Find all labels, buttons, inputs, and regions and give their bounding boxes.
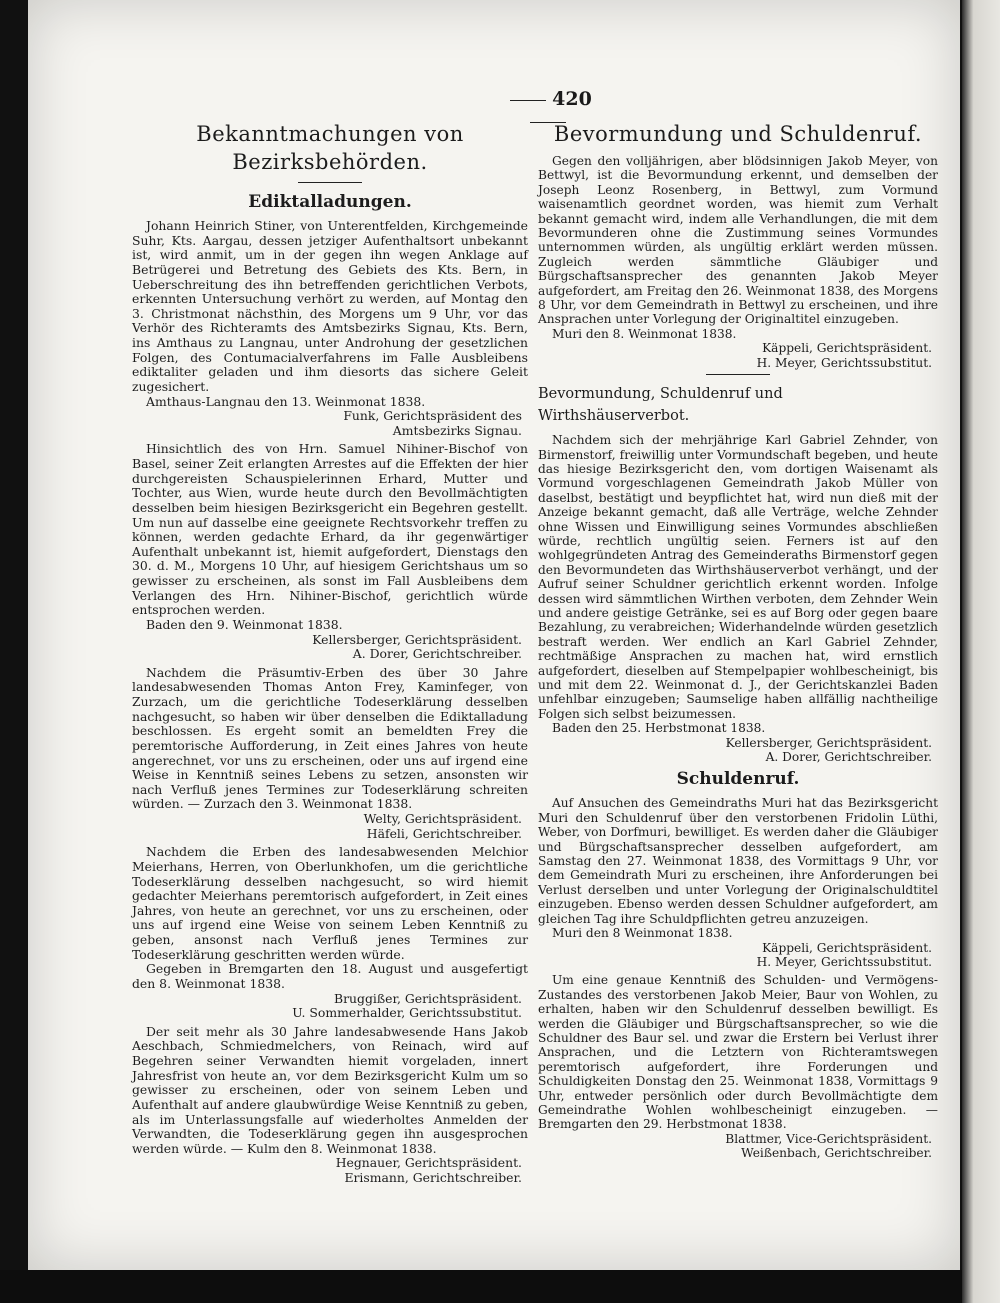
notice-text: Nachdem sich der mehrjährige Karl Gabriel Zehnder, von Birmenstorf, freiwillig unter Vormundschaft begeben, und heute das hiesige Bezirksgericht den, vom dortigen Waisenamt als Vormund vorgeschlagenen Gemeindrath Jakob Müller von daselbst, bestätigt und beypflichtet hat, wird nun dieß mit der Anzeige bekannt gemacht, daß alle Verträge, welche Zehnder ohne Wissen und Einwilligung seines Vormundes abschließen würde, rechtlich ungültig seien. Ferners ist auf den wohlgegründeten Antrag des Gemeinderaths Birmenstorf gegen den Bevormundeten das Wirthshäuserverbot verhängt, und der Aufruf seiner Schuldner gerichtlich erkennt worden. Infolge dessen wird sämmtlichen Wirthen verboten, dem Zehnder Wein und andere geistige Getränke, sei es auf Borg oder gegen baare Bezahlung, zu verabreichen; Widerhandelnde würden gesetzlich bestraft werden. Wer endlich an Karl Gabriel Zehnder, rechtmäßige Ansprachen zu machen hat, wird ernstlich aufgefordert, dieselben auf Stempelpapier wohlbescheinigt, bis und mit dem 22. Weinmonat d. J., der Gerichtskanzlei Baden unfehlbar einzugeben; Saumselige haben allfällig nachtheilige Folgen sich selbst beizumessen. <box>538 433 938 721</box>
notice-signature: Funk, Gerichtspräsident des <box>343 408 522 424</box>
right-column <box>538 120 938 1165</box>
section-heading-wirthshaeuserverbot: Bevormundung, Schuldenruf und Wirthshäuserverbot. <box>538 386 783 425</box>
notice-signature: A. Dorer, Gerichtschreiber. <box>352 646 522 662</box>
notice-signature: Häfeli, Gerichtschreiber. <box>366 825 522 841</box>
notice-dateline: Muri den 8. Weinmonat 1838. <box>552 326 737 341</box>
right-notices-wirthshaeuserverbot <box>538 433 938 764</box>
notice <box>538 154 938 370</box>
notice-signature: Weißenbach, Gerichtschreiber. <box>741 1146 932 1161</box>
right-column-title: Bevormundung und Schuldenruf. <box>553 122 923 146</box>
notice-signature: Erismann, Gerichtschreiber. <box>344 1170 522 1185</box>
notice-text: Um eine genaue Kenntniß des Schulden- und Vermögens-Zustandes des verstorbenen Jakob Meier, Baur von Wohlen, zu erhalten, haben wir den Schuldenruf desselben bewilligt. Es werden die Gläubiger und Bürgschaftsansprecher, so wie die Schuldner des Baur sel. und zwar die Erstern bei Verlust ihrer Ansprachen, und die Letztern von Richteramtswegen peremtorisch aufgefordert, ihre Forderungen und Schuldigkeiten Donstag den 25. Weinmonat 1838, Vormittags 9 Uhr, entweder persönlich oder durch Bevollmächtigte dem Gemeindrathe Wohlen wohlbescheinigt einzugeben. — Bremgarten den 29. Herbstmonat 1838. <box>538 973 938 1132</box>
notice <box>132 845 528 1021</box>
notice-signature: A. Dorer, Gerichtschreiber. <box>765 750 932 765</box>
notice <box>132 666 528 842</box>
left-notices <box>132 219 528 1186</box>
notice-signature: Amtsbezirks Signau. <box>392 422 522 438</box>
page-number: 420 <box>488 88 608 132</box>
section-heading-schuldenruf: Schuldenruf. <box>676 769 800 790</box>
notice-signature: Käppeli, Gerichtspräsident. <box>762 341 932 356</box>
facing-page-edge <box>962 0 1000 1303</box>
title-rule <box>298 182 362 183</box>
notice <box>132 442 528 661</box>
notice-signature: Kellersberger, Gerichtspräsident. <box>312 631 522 647</box>
notice-signature: Hegnauer, Gerichtspräsident. <box>335 1155 522 1171</box>
notice-dateline: Muri den 8 Weinmonat 1838. <box>552 926 733 941</box>
notice <box>538 973 938 1160</box>
notice <box>538 796 938 969</box>
notice-signature: Blattmer, Vice-Gerichtspräsident. <box>725 1131 932 1146</box>
section-heading-ediktalladungen: Ediktalladungen. <box>248 192 412 212</box>
left-column <box>132 120 528 1190</box>
notice <box>132 219 528 438</box>
notice-text: Der seit mehr als 30 Jahre landesabwesende Hans Jakob Aeschbach, Schmiedmelchers, von Reinach, wird auf Begehren seiner Verwandten hiemit vorgeladen, innert Jahresfrist von heute an, vor dem Bezirksgericht Kulm um so gewisser zu erscheinen, oder von seinem Leben und Aufenthalt auf andere glaubwürdige Weise Kenntniß zu geben, als im Unterlassungsfalle auf wiederholtes Anmelden der Verwandten, die Todeserklärung gegen ihn ausgesprochen werden würde. — Kulm den 8. Weinmonat 1838. <box>132 1023 528 1156</box>
section-rule <box>706 374 770 375</box>
notice-signature: H. Meyer, Gerichtssubstitut. <box>756 355 932 370</box>
notice-signature: H. Meyer, Gerichtssubstitut. <box>756 954 932 969</box>
notice-text: Johann Heinrich Stiner, von Unterentfelden, Kirchgemeinde Suhr, Kts. Aargau, dessen jetziger Aufenthaltsort unbekannt ist, wird anmit, um in der gegen ihn wegen Anklage auf Betrügerei und Betretung des Gebiets des Kts. Bern, in Ueberschreitung des ihn betreffenden gerichtlichen Verbots, erkennten Untersuchung verhört zu werden, auf Montag den 3. Christmonat nächsthin, des Morgens um 9 Uhr, vor das Verhör des Richteramts des Amtsbezirks Signau, Kts. Bern, ins Amthaus zu Langnau, unter Androhung der gesetzlichen Folgen, des Contumacialverfahrens im Falle Ausbleibens ediktaliter geladen und ihm diesorts das sichere Geleit zugesichert. <box>132 218 528 394</box>
notice-text: Auf Ansuchen des Gemeindraths Muri hat das Bezirksgericht Muri den Schuldenruf über den verstorbenen Fridolin Lüthi, Weber, von Dorfmuri, bewilliget. Es werden daher die Gläubiger und Bürgschaftsansprecher desselben aufgefordert, am Samstag den 27. Weinmonat 1838, des Vormittags 9 Uhr, vor dem Gemeindrath Muri zu erscheinen, ihre Anforderungen bei Verlust derselben und unter Vorlegung der Originalschuldtitel einzugeben. Ebenso werden dessen Schuldner aufgefordert, am gleichen Tag ihre Schuldpflichten getreu anzuzeigen. <box>538 796 938 926</box>
right-notices-schuldenruf <box>538 796 938 1160</box>
notice <box>538 433 938 764</box>
notice-signature: Käppeli, Gerichtspräsident. <box>762 940 932 955</box>
notice-dateline: Amthaus-Langnau den 13. Weinmonat 1838. <box>146 393 426 409</box>
notice <box>132 1025 528 1186</box>
notice-signature: Bruggißer, Gerichtspräsident. <box>334 990 522 1006</box>
notice-text: Hinsichtlich des von Hrn. Samuel Nihiner-Bischof von Basel, seiner Zeit erlangten Arrestes auf die Effekten der hier durchgereisten Schauspielerinnen Erhard, Mutter und Tochter, aus Wien, wurde heute durch den Bevollmächtigten desselben beim hiesigen Bezirksgericht ein Begehren gestellt. Um nun auf dasselbe eine geeignete Rechtsvorkehr treffen zu können, werden gedachte Erhard, da ihr gegenwärtiger Aufenthalt unbekannt ist, hiemit aufgefordert, Dienstags den 30. d. M., Morgens 10 Uhr, auf hiesigem Gerichtshaus um so gewisser zu erscheinen, als sonst im Fall Ausbleibens dem Verlangen des Hrn. Nihiner-Bischof, gerichtlich würde entsprochen werden. <box>132 441 528 618</box>
notice-dateline: Baden den 25. Herbstmonat 1838. <box>552 721 766 736</box>
page-number-rule-left <box>510 100 546 101</box>
notice-text: Nachdem die Erben des landesabwesenden Melchior Meierhans, Herren, von Oberlunkhofen, um die gerichtliche Todeserklärung desselben nachgesucht, so wird hiemit gedachter Meierhans peremtorisch aufgefordert, in Zeit eines Jahres, von heute an gerechnet, vor uns zu erscheinen, oder uns auf irgend eine Weise von seinem Leben Kenntniß zu geben, ansonst nach Verfluß jenes Termines zur Todeserklärung geschritten werden würde. <box>132 844 528 962</box>
notice-signature: Kellersberger, Gerichtspräsident. <box>725 735 932 750</box>
notice-text: Gegen den volljährigen, aber blödsinnigen Jakob Meyer, von Bettwyl, ist die Bevormundung erkennt, und demselben der Joseph Leonz Rosenberg, in Bettwyl, zum Vormund waisenamtlich geordnet worden, was hiemit zum Verhalt bekannt gemacht wird, indem alle Verhandlungen, die mit dem Bevormunderen ohne die Zustimmung seines Vormundes unternommen würden, als ungültig erklärt werden müssen. Zugleich werden sämmtliche Gläubiger und Bürgschaftsansprecher des genannten Jakob Meyer aufgefordert, am Freitag den 26. Weinmonat 1838, des Morgens 8 Uhr, vor dem Gemeindrath in Bettwyl zu erscheinen, und ihre Ansprachen unter Vorlegung der Originaltitel einzugeben. <box>538 154 938 327</box>
notice-dateline: Baden den 9. Weinmonat 1838. <box>146 616 343 632</box>
notice-dateline: Gegeben in Bremgarten den 18. August und ausgefertigt den 8. Weinmonat 1838. <box>132 961 528 991</box>
notice-signature: Welty, Gerichtspräsident. <box>363 811 522 826</box>
left-column-title: Bekanntmachungen von Bezirksbehörden. <box>196 122 464 174</box>
right-notices-bevormundung <box>538 154 938 370</box>
notice-text: Nachdem die Präsumtiv-Erben des über 30 Jahre landesabwesenden Thomas Anton Frey, Kaminfeger, von Zurzach, um die gerichtliche Todeserklärung desselben nachgesucht, so haben wir über denselben die Ediktalladung beschlossen. Es ergeht somit an bemeldten Frey die peremtorische Aufforderung, in Zeit eines Jahres von heute angerechnet, vor uns zu erscheinen, oder uns auf irgend eine Weise in Kenntniß seines Lebens zu setzen, ansonsten wir nach Verfluß jenes Termines zur Todeserklärung schreiten würden. — Zurzach den 3. Weinmonat 1838. <box>132 664 528 812</box>
scan-bottom-border <box>0 1270 962 1303</box>
notice-signature: U. Sommerhalder, Gerichtssubstitut. <box>292 1005 522 1021</box>
